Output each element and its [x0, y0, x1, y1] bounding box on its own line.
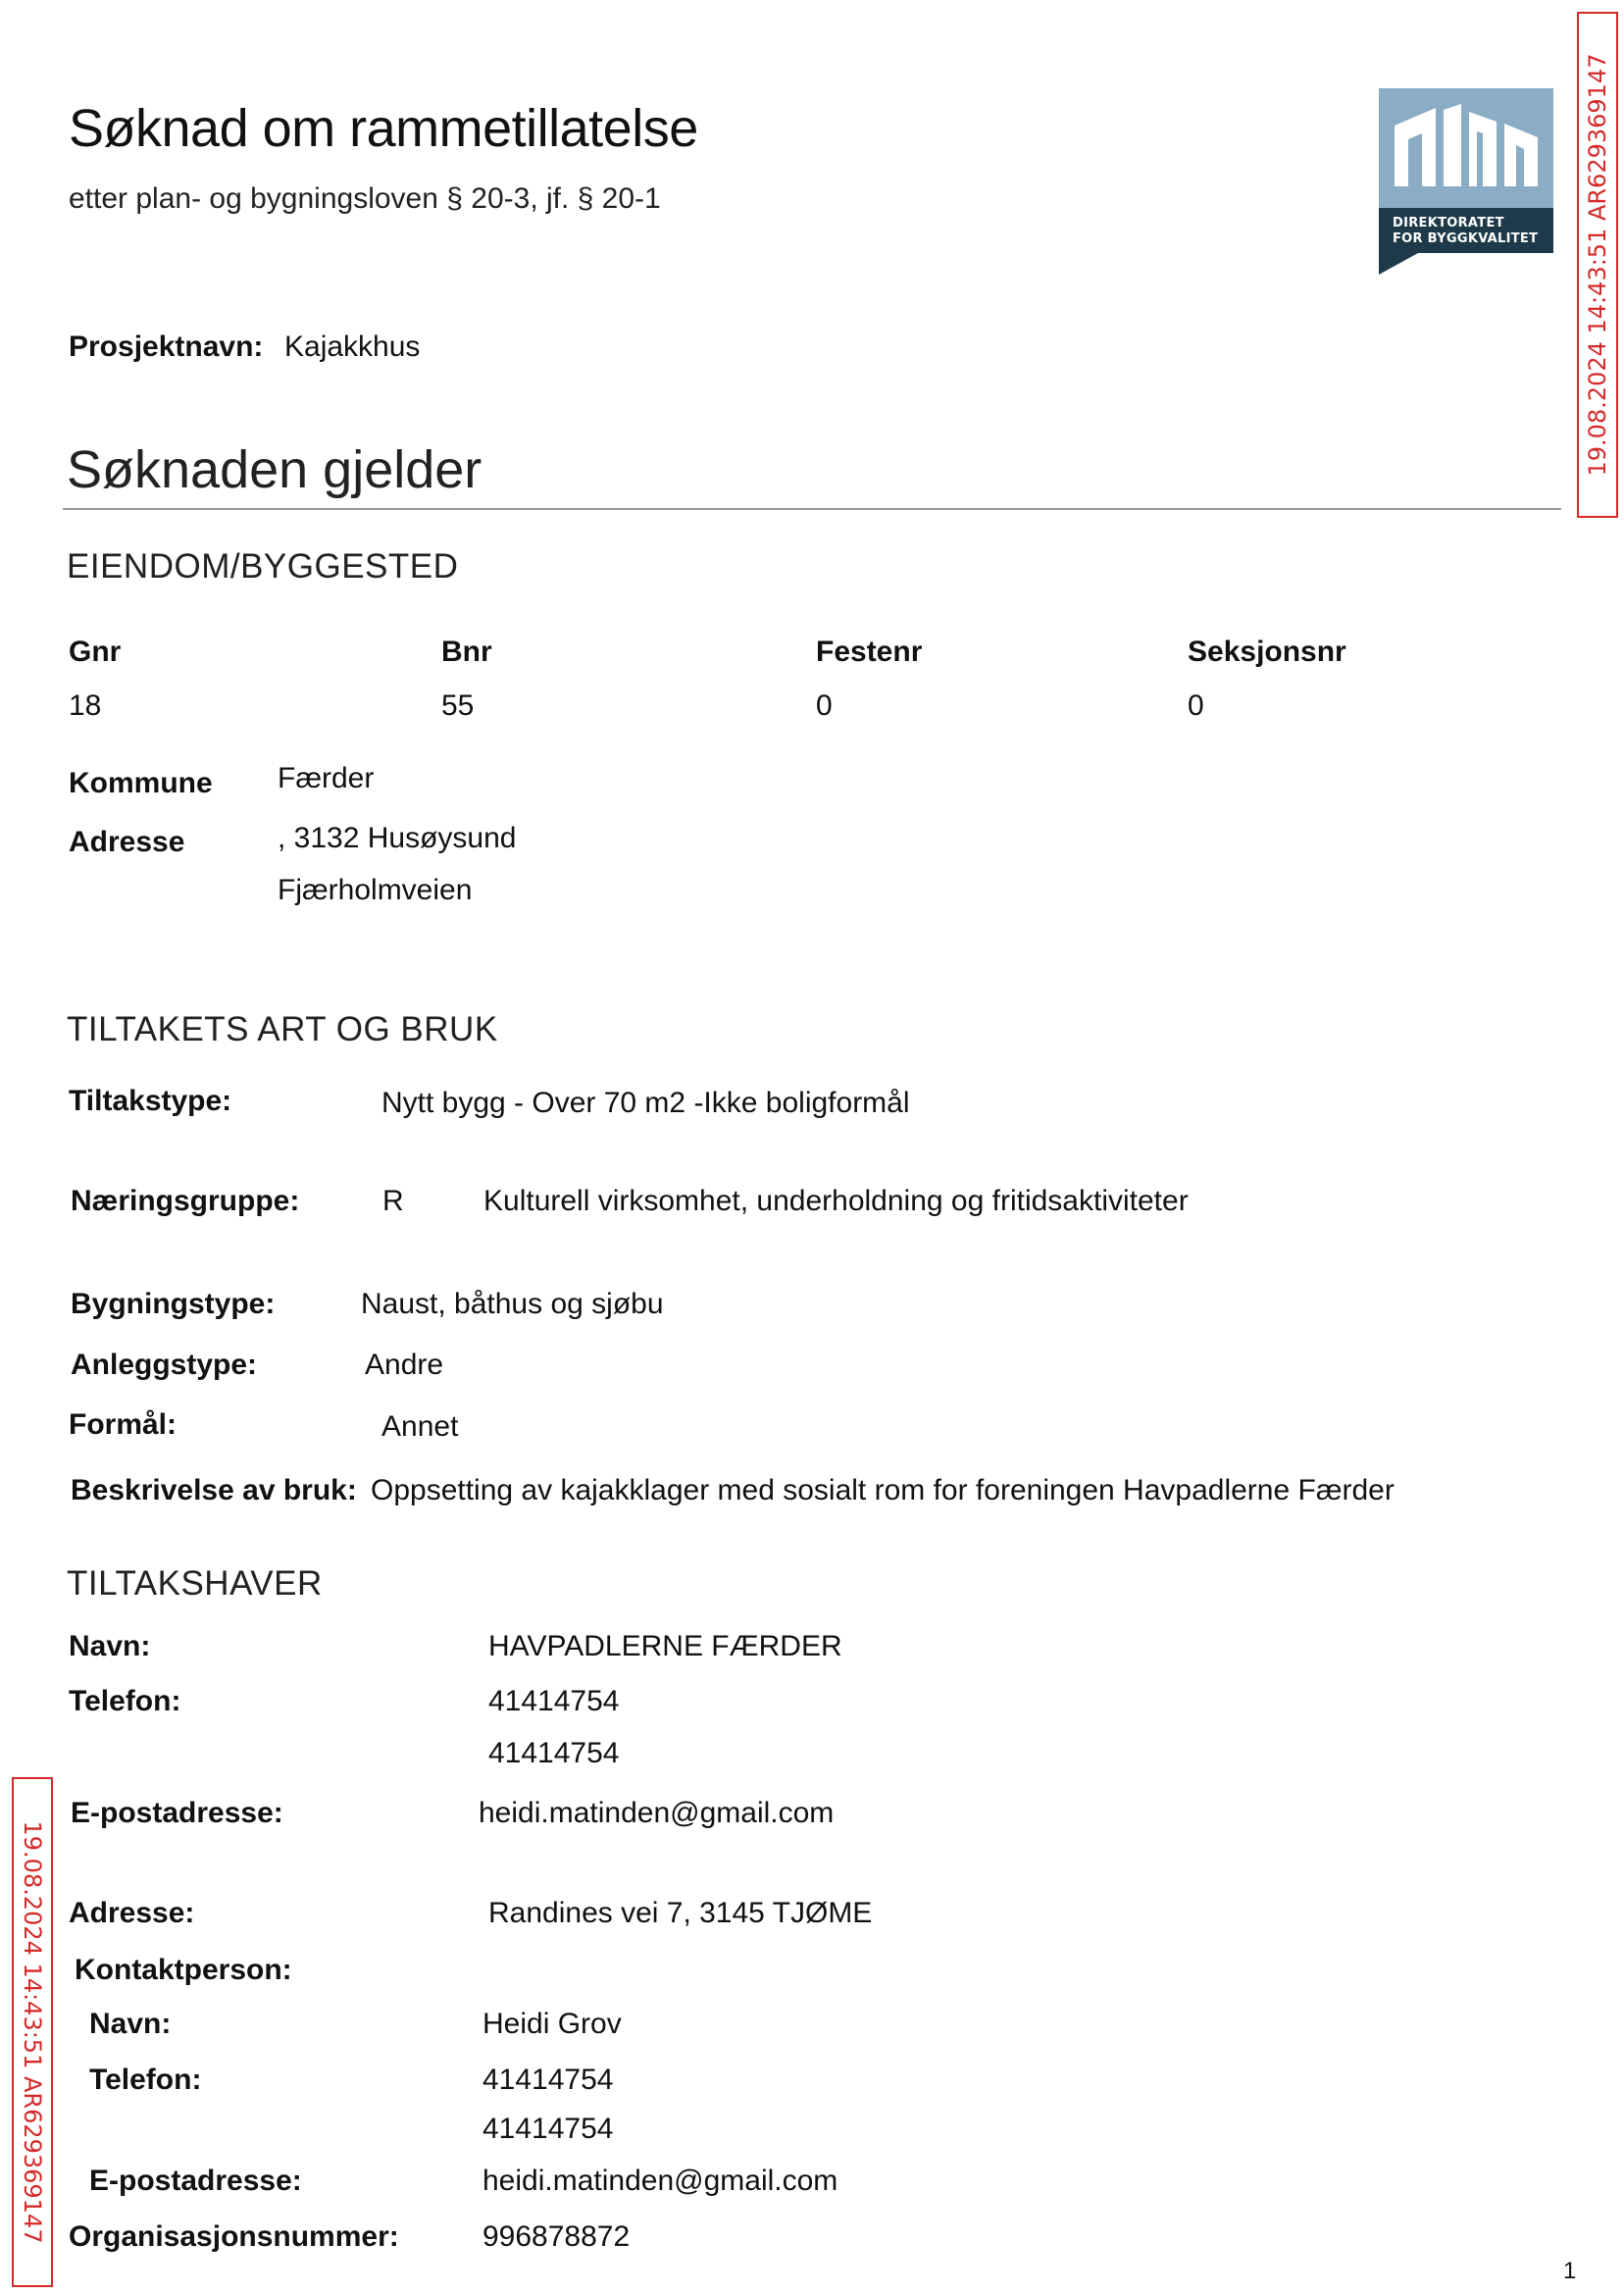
- document-title: Søknad om rammetillatelse: [69, 99, 698, 158]
- eiendom-heading: EIENDOM/BYGGESTED: [67, 547, 459, 586]
- stamp-text: 19.08.2024 14:43:51 AR629369147: [1584, 53, 1611, 477]
- kontaktperson-telefon-value1: 41414754: [482, 2064, 614, 2096]
- tiltakshaver-epost-value: heidi.matinden@gmail.com: [479, 1797, 835, 1829]
- kontaktperson-navn-value: Heidi Grov: [482, 2008, 622, 2040]
- tiltakstype-label: Tiltakstype:: [69, 1085, 232, 1117]
- formal-value: Annet: [381, 1410, 459, 1443]
- seksjonsnr-value: 0: [1188, 689, 1204, 722]
- logo-text-line1: DIREKTORATET: [1393, 216, 1504, 230]
- naeringsgruppe-code: R: [382, 1185, 404, 1217]
- kontaktperson-epost-value: heidi.matinden@gmail.com: [482, 2165, 838, 2197]
- document-subtitle: etter plan- og bygningsloven § 20-3, jf. § 20-1: [69, 182, 661, 215]
- tiltakshaver-telefon-value1: 41414754: [488, 1685, 620, 1717]
- kontaktperson-navn-label: Navn:: [89, 2008, 172, 2040]
- beskrivelse-label: Beskrivelse av bruk:: [71, 1474, 357, 1506]
- kontaktperson-telefon-value2: 41414754: [482, 2113, 614, 2145]
- orgnr-value: 996878872: [482, 2220, 631, 2253]
- tiltakshaver-telefon-value2: 41414754: [488, 1737, 620, 1769]
- anleggstype-label: Anleggstype:: [71, 1349, 258, 1381]
- tiltakshaver-adresse-label: Adresse:: [69, 1897, 195, 1929]
- project-label: Prosjektnavn:: [69, 331, 264, 363]
- tiltakshaver-adresse-value: Randines vei 7, 3145 TJØME: [488, 1897, 873, 1929]
- dibk-logo: [1379, 88, 1553, 275]
- kontaktperson-epost-label: E-postadresse:: [89, 2165, 302, 2197]
- kommune-value: Færder: [278, 762, 375, 794]
- adresse-label: Adresse: [69, 826, 185, 858]
- tiltakshaver-navn-value: HAVPADLERNE FÆRDER: [488, 1630, 842, 1662]
- naeringsgruppe-label: Næringsgruppe:: [71, 1185, 300, 1217]
- section-divider: [63, 508, 1561, 510]
- anleggstype-value: Andre: [365, 1349, 444, 1381]
- logo-mark: [1379, 88, 1553, 208]
- kontaktperson-telefon-label: Telefon:: [89, 2064, 202, 2096]
- naeringsgruppe-value: Kulturell virksomhet, underholdning og fritidsaktiviteter: [483, 1185, 1189, 1217]
- bygningstype-label: Bygningstype:: [71, 1288, 276, 1320]
- tiltakshaver-epost-label: E-postadresse:: [71, 1797, 283, 1829]
- tiltakstype-value: Nytt bygg - Over 70 m2 -Ikke boligformål: [381, 1087, 910, 1119]
- logo-buildings-icon: [1379, 88, 1553, 208]
- kommune-label: Kommune: [69, 767, 213, 799]
- tiltakshaver-heading: TILTAKSHAVER: [67, 1564, 323, 1603]
- kontaktperson-label: Kontaktperson:: [75, 1954, 292, 1986]
- stamp-text: 19.08.2024 14:43:51 AR629369147: [19, 1820, 46, 2244]
- project-value: Kajakkhus: [284, 331, 421, 363]
- festenr-value: 0: [816, 689, 833, 722]
- beskrivelse-value: Oppsetting av kajakklager med sosialt rom for foreningen Havpadlerne Færder: [371, 1474, 1395, 1506]
- bygningstype-value: Naust, båthus og sjøbu: [361, 1288, 664, 1320]
- tiltak-heading: TILTAKETS ART OG BRUK: [67, 1010, 498, 1048]
- tiltakshaver-navn-label: Navn:: [69, 1630, 151, 1662]
- bnr-header: Bnr: [441, 636, 492, 668]
- page-number: 1: [1563, 2258, 1577, 2284]
- orgnr-label: Organisasjonsnummer:: [69, 2220, 399, 2253]
- gnr-value: 18: [69, 689, 102, 722]
- timestamp-stamp-left: [12, 1777, 53, 2287]
- timestamp-stamp-top: [1577, 12, 1618, 518]
- section-title: Søknaden gjelder: [67, 440, 482, 499]
- logo-text-line2: FOR BYGGKVALITET: [1393, 231, 1539, 246]
- logo-tail: [1379, 253, 1418, 275]
- seksjonsnr-header: Seksjonsnr: [1188, 636, 1346, 668]
- bnr-value: 55: [441, 689, 475, 722]
- gnr-header: Gnr: [69, 636, 122, 668]
- logo-text-bar: [1379, 208, 1553, 253]
- festenr-header: Festenr: [816, 636, 923, 668]
- adresse-line2: Fjærholmveien: [278, 874, 473, 906]
- formal-label: Formål:: [69, 1408, 178, 1441]
- adresse-line1: , 3132 Husøysund: [278, 822, 517, 854]
- tiltakshaver-telefon-label: Telefon:: [69, 1685, 181, 1717]
